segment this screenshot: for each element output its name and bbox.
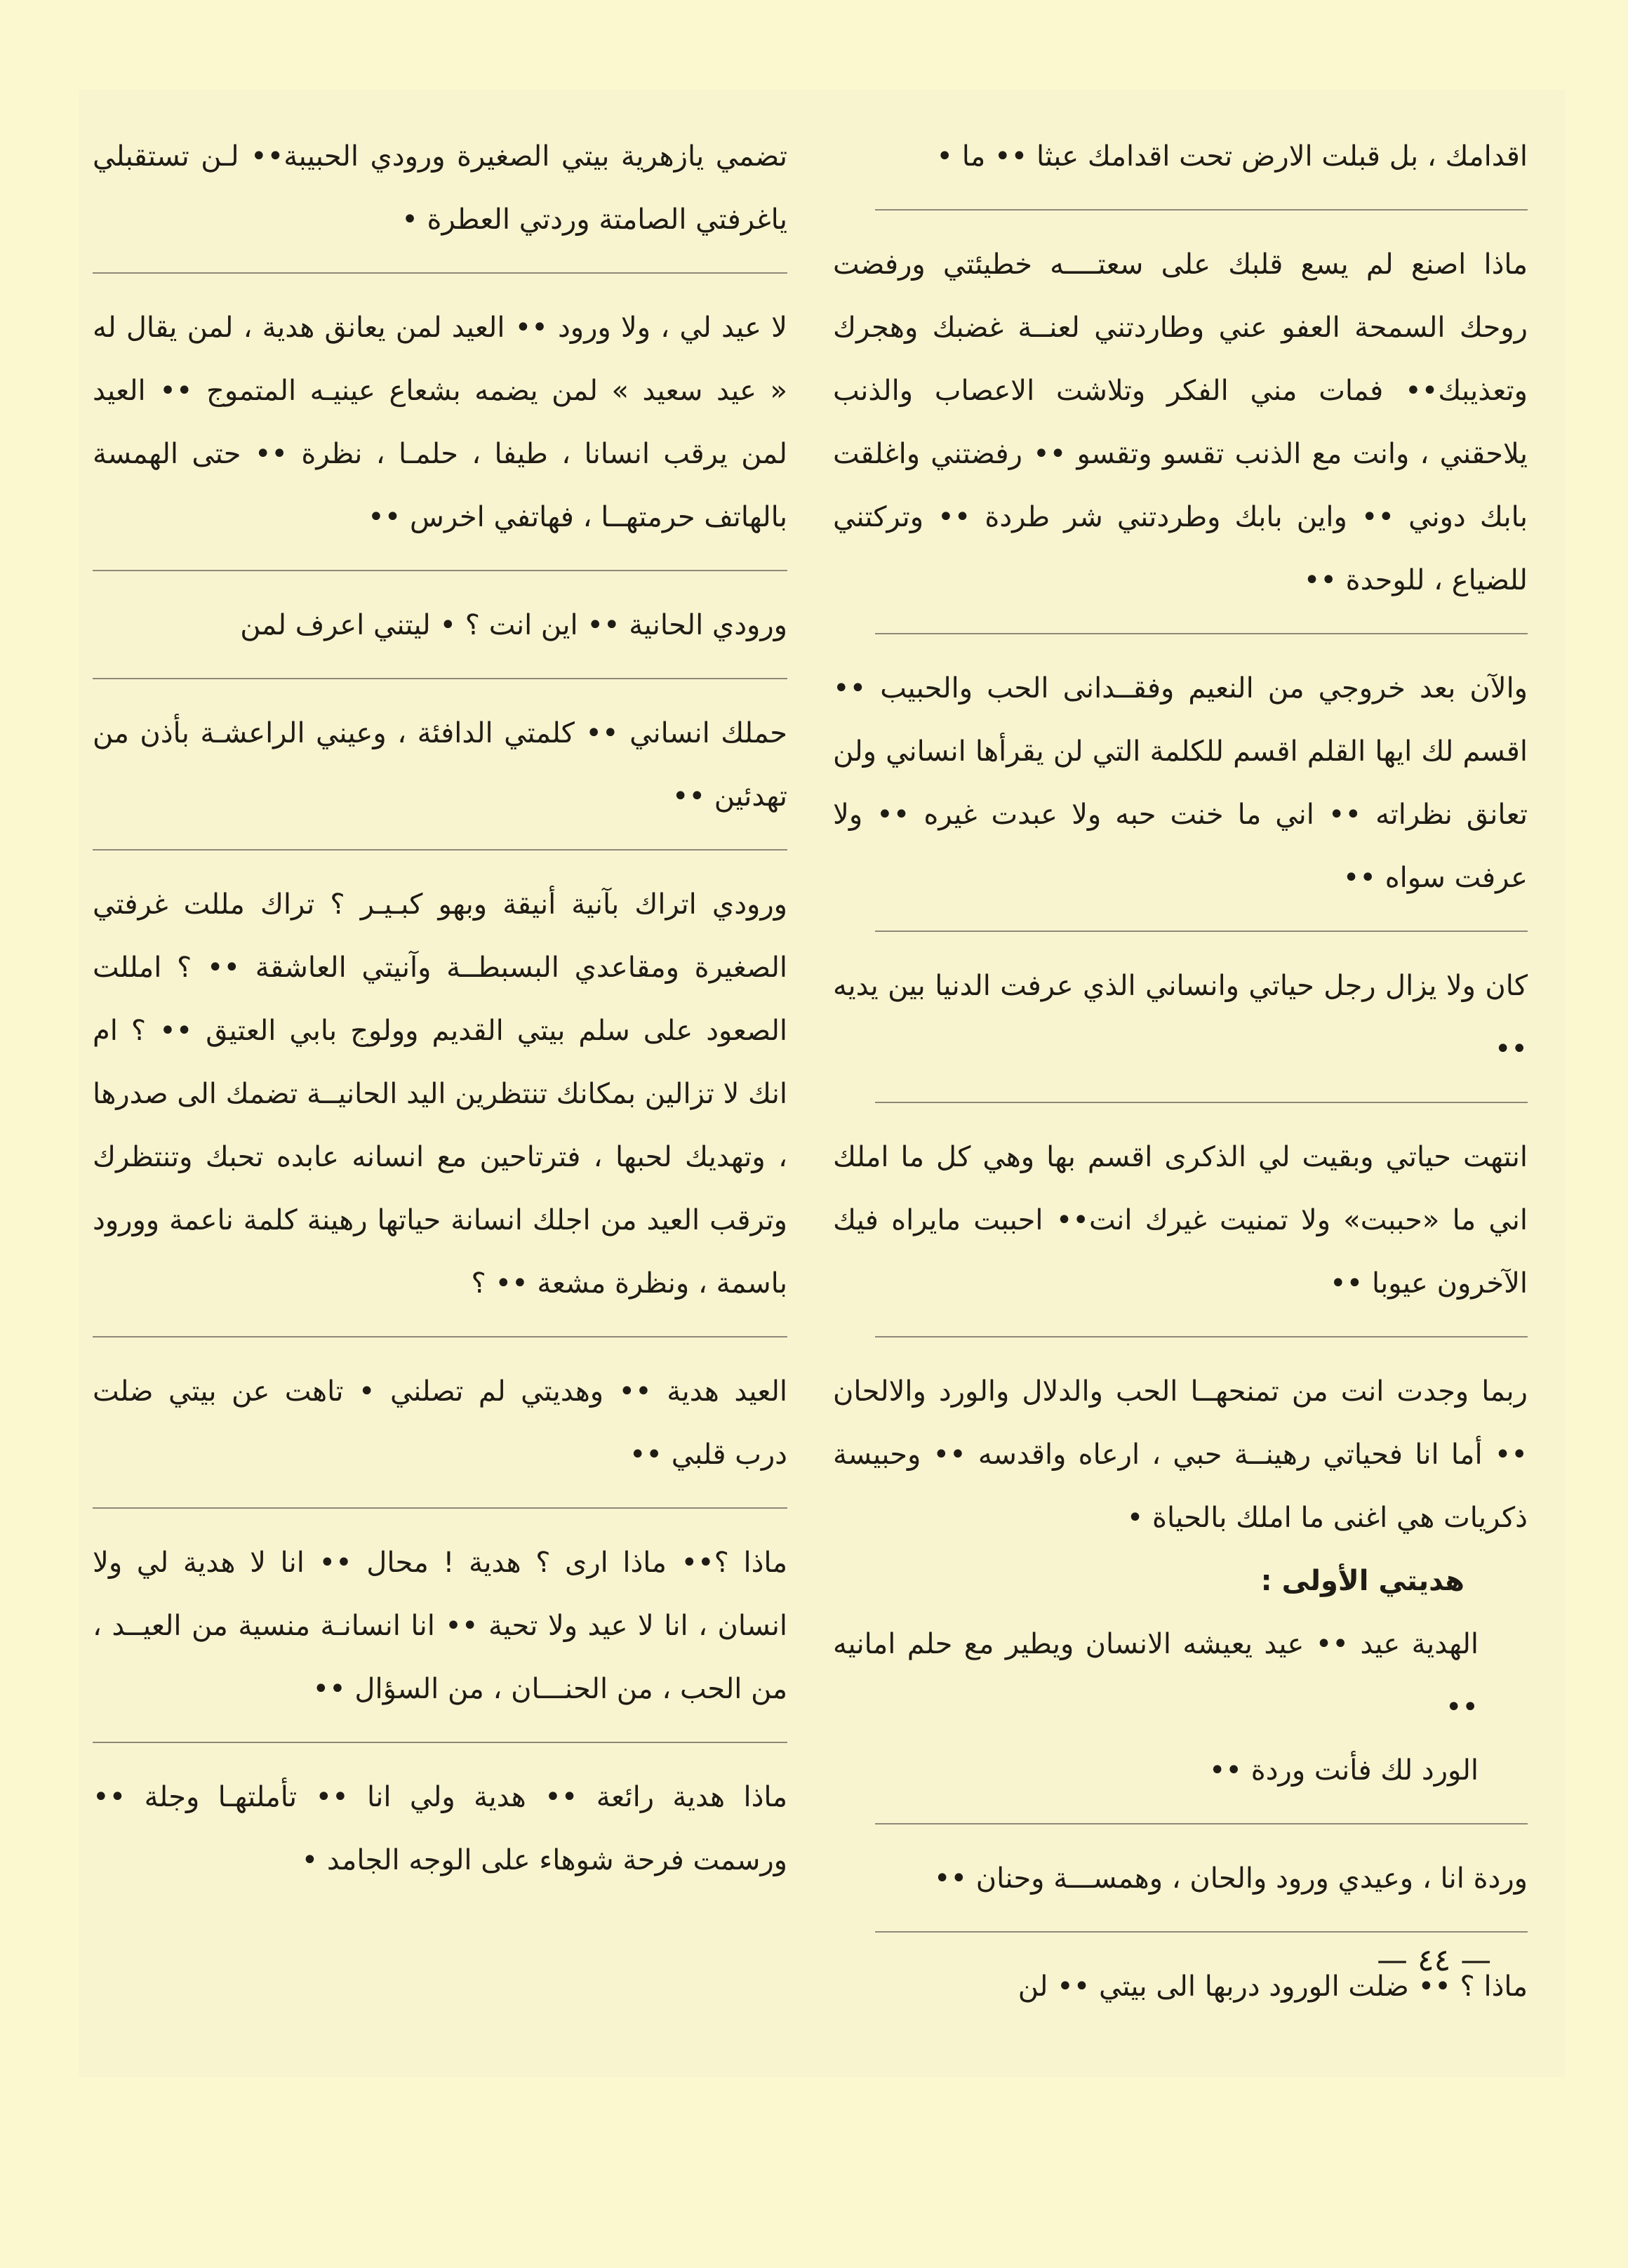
- left-text-column: [93, 125, 787, 1892]
- paragraph-divider: [875, 1102, 1528, 1103]
- right-text-column: [833, 125, 1528, 2018]
- paragraph: ماذا هدية رائعة •• هدية ولي انا •• تأملتهـا وجلة •• ورسمت فرحة شوهاء على الوجه الجامد •: [93, 1781, 787, 1876]
- paragraph: والآن بعد خروجي من النعيم وفقــدانى الحب والحبيب •• اقسم لك ايها القلم اقسم للكلمة التي لن يقرأها انساني ولن تعانق نظراته •• اني ما خنت حبه ولا عبدت غيره •• ولا عرفت سواه ••: [833, 672, 1528, 894]
- section-subheading: هديتي الأولى :: [1260, 1565, 1464, 1597]
- paragraph: ربما وجدت انت من تمنحهــا الحب والدلال والورد والالحان •• أما انا فحياتي رهينــة حبي ، ارعاه واقدسه •• وحبيسة ذكريات هي اغنى ما املك بالحياة •: [833, 1375, 1528, 1534]
- paragraph: الهدية عيد •• عيد يعيشه الانسان ويطير مع حلم امانيه ••: [833, 1628, 1479, 1723]
- paragraph: تضمي يازهرية بيتي الصغيرة ورودي الحبيبة•• لـن تستقبلي ياغرفتي الصامتة وردتي العطرة •: [93, 140, 787, 236]
- paragraph: العيد هدية •• وهديتي لم تصلني • تاهت عن بيتي ضلت درب قلبي ••: [93, 1375, 787, 1471]
- paragraph-divider: [93, 1507, 787, 1509]
- paragraph-divider: [875, 209, 1528, 211]
- paragraph: ماذا ؟ •• ضلت الورود دربها الى بيتي •• لن: [1018, 1970, 1528, 2003]
- paragraph-divider: [93, 570, 787, 571]
- paragraph-divider: [93, 1336, 787, 1338]
- paragraph-divider: [875, 1336, 1528, 1338]
- page-number: — ٤٤ —: [1377, 1942, 1492, 1978]
- paragraph-divider: [93, 272, 787, 274]
- paragraph: ورودي الحانية •• اين انت ؟ • ليتني اعرف لمن: [240, 609, 787, 641]
- paragraph-divider: [875, 1931, 1528, 1933]
- paragraph: ورودي اتراك بآنية أنيقة وبهو كبـيـر ؟ تراك مللت غرفتي الصغيرة ومقاعدي البسبطــة وآنيتي العاشقة •• ؟ امللت الصعود على سلم بيتي القديم وولوج بابي العتيق •• ؟ ام انك لا تزالين بمكانك تنتظرين اليد الحانيــة تضمك الى صدرها ، وتهديك لحبها ، فترتاحين مع انسانه عابده تحبك وتنتظرك وترقب العيد من اجلك انسانة حياتها رهينة كلمة ناعمة وورود باسمة ، ونظرة مشعة •• ؟: [93, 888, 787, 1300]
- paragraph: اقدامك ، بل قبلت الارض تحت اقدامك عبثا •• ما •: [936, 140, 1528, 173]
- paragraph-divider: [875, 633, 1528, 634]
- paragraph-divider: [875, 930, 1528, 932]
- paragraph: كان ولا يزال رجل حياتي وانساني الذي عرفت الدنيا بين يديه ••: [833, 970, 1528, 1065]
- paragraph: ماذا ؟•• ماذا ارى ؟ هدية ! محال •• انا لا هدية لي ولا انسان ، انا لا عيد ولا تحية •• انا انسانـة منسية من العيــد ، من الحب ، من الحنـــان ، من السؤال ••: [93, 1547, 787, 1705]
- paragraph: ماذا اصنع لم يسع قلبك على سعتــــه خطيئتي ورفضت روحك السمحة العفو عني وطاردتني لعنــة غضبك وهجرك وتعذيبك•• فمات مني الفكر وتلاشت الاعصاب والذنب يلاحقني ، وانت مع الذنب تقسو وتقسو •• رفضتني واغلقت بابك دوني •• واين بابك وطردتني شر طردة •• وتركتني للضياع ، للوحدة ••: [833, 248, 1528, 596]
- paragraph-divider: [93, 1742, 787, 1743]
- paragraph: انتهت حياتي وبقيت لي الذكرى اقسم بها وهي كل ما املك اني ما «حببت» ولا تمنيت غيرك انت•• احببت مايراه فيك الآخرون عيوبا ••: [833, 1141, 1528, 1300]
- paragraph-divider: [875, 1823, 1528, 1825]
- paragraph: وردة انا ، وعيدي ورود والحان ، وهمســـة وحنان ••: [933, 1862, 1528, 1895]
- paragraph-divider: [93, 849, 787, 850]
- paragraph: حملك انساني •• كلمتي الدافئة ، وعيني الراعشـة بأذن من تهدئين ••: [93, 717, 787, 813]
- paragraph: الورد لك فأنت وردة ••: [1208, 1754, 1479, 1787]
- paragraph-divider: [93, 678, 787, 679]
- paragraph: لا عيد لي ، ولا ورود •• العيد لمن يعانق هدية ، لمن يقال له « عيد سعيد » لمن يضمه بشعاع عينيـه المتموج •• العيد لمن يرقب انسانا ، طيفا ، حلمـا ، نظرة •• حتى الهمسة بالهاتف حرمتهــا ، فهاتفي اخرس ••: [93, 312, 787, 533]
- magazine-page: [79, 90, 1565, 2077]
